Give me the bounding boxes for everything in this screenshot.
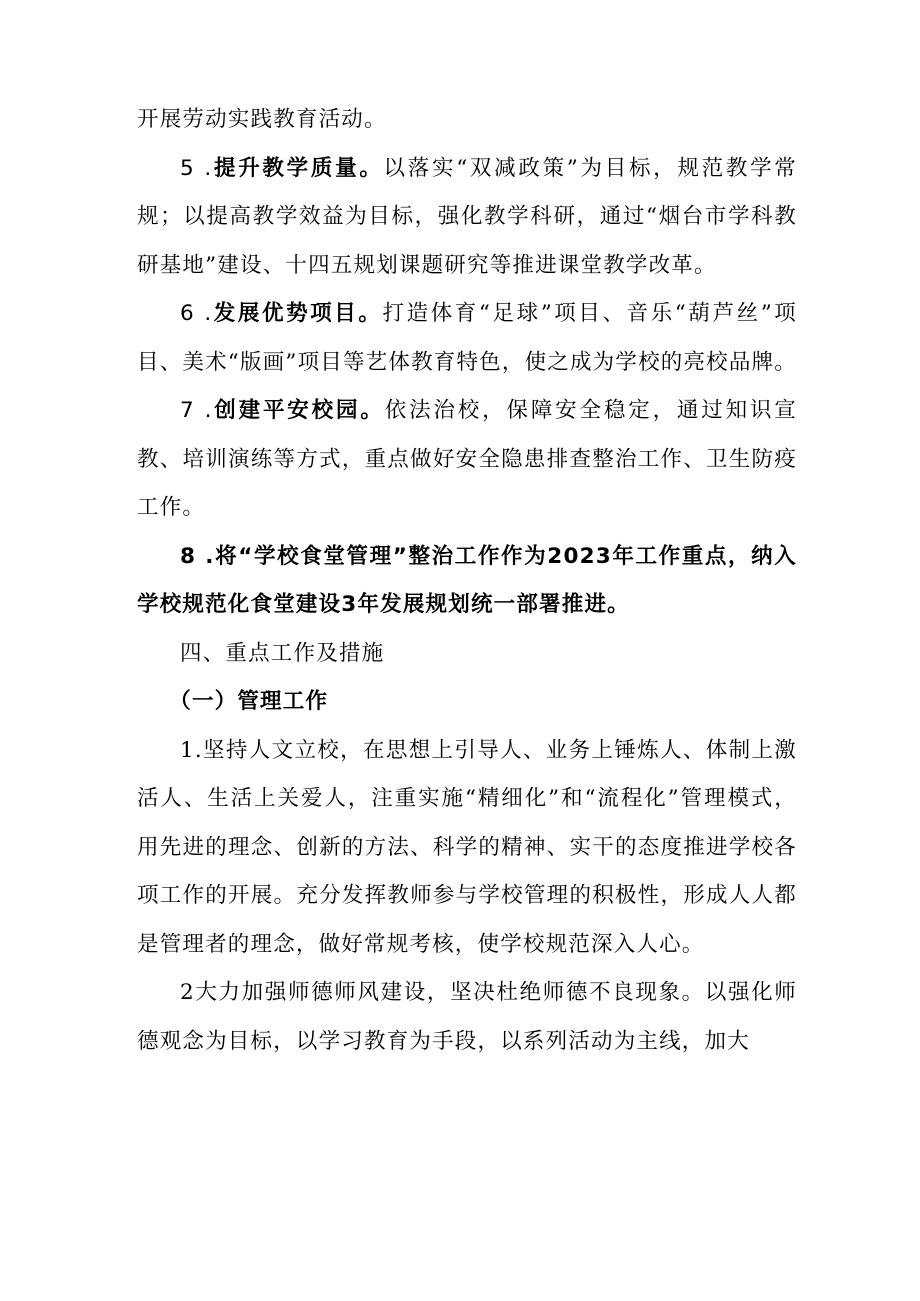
item-7 [137,387,797,533]
item-6-title: 发展优势项目。 [212,301,383,326]
item-7-number: 7 . [180,398,213,423]
item-5-title: 提升教学质量。 [212,155,384,181]
item-5-number: 5 . [180,155,213,181]
item-5-body: 以落实“双减政策”为目标，规范教学常规；以提高教学效益为目标，强化教学科研，通过“烟台市学科教研基地”建设、十四五规划课题研究等推进课堂教学改革。 [137,155,797,278]
item-8: 8 .将“学校食堂管理”整治工作作为2023年工作重点，纳入学校规范化食堂建设3年发展规划统一部署推进。 [137,543,797,617]
item-7-body: 依法治校，保障安全稳定，通过知识宣教、培训演练等方式，重点做好安全隐患排查整治工作、卫生防疫工作。 [137,398,798,520]
section-heading-4: 四、重点工作及措施 [180,640,385,666]
item-7-title: 创建平安校园。 [212,398,385,423]
item-6-number: 6 . [180,301,213,326]
paragraph-continuation: 开展劳动实践教育活动。 [137,107,387,132]
item-5 [137,145,797,291]
item-6 [137,290,797,387]
point-1: 1.坚持人文立校，在思想上引导人、业务上锤炼人、体制上激活人、生活上关爱人，注重实施“精细化”和“流程化”管理模式，用先进的理念、创新的方法、科学的精神、实干的态度推进学校各项工作的开展。充分发挥教师参与学校管理的积极性，形成人人都是管理者的理念，做好常规考核，使学校规范深入人心。 [137,737,797,957]
point-2: 2大力加强师德师风建设，坚决杜绝师德不良现象。以强化师德观念为目标，以学习教育为手段，以系列活动为主线，加大 [137,980,797,1054]
item-6-body: 打造体育“足球”项目、音乐“葫芦丝”项目、美术“版画”项目等艺体教育特色，使之成为学校的亮校品牌。 [137,301,797,375]
subsection-heading-1: （一）管理工作 [169,689,329,714]
document-page [137,96,797,1066]
